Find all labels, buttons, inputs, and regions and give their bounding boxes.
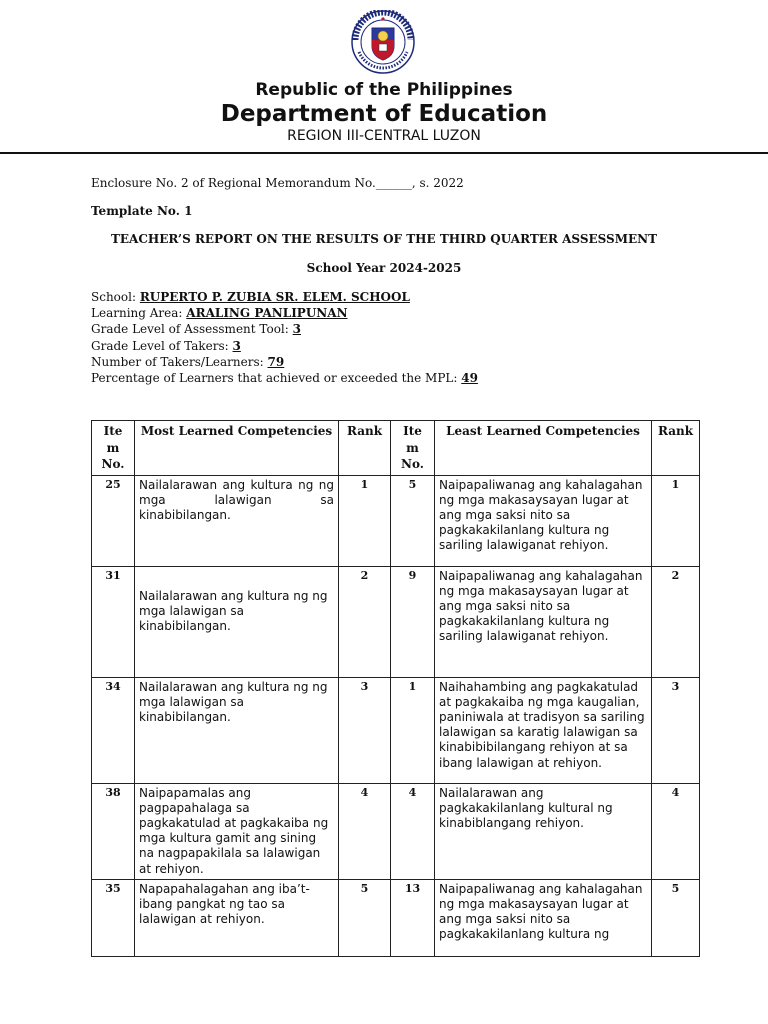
takers-grade-value: 3 [232,338,241,353]
learning-area-value: ARALING PANLIPUNAN [186,306,348,321]
school-label: School: [91,290,140,304]
rank-value-2: 1 [652,475,700,566]
least-learned-competency: Naipapaliwanag ang kahalagahan ng mga makasaysayan lugar at ang mga saksi nito sa pagkakakilanlang kultura ng sariling lalawiganat rehiyon. [435,566,652,677]
item-number-2: 5 [391,475,435,566]
rank-value-2: 4 [652,783,700,879]
header-divider [0,152,768,154]
rank-value: 3 [339,677,391,783]
learning-area-label: Learning Area: [91,306,187,321]
report-title: TEACHER’S REPORT ON THE RESULTS OF THE THIRD QUARTER ASSESSMENT [110,232,658,246]
takers-count-label: Number of Takers/Learners: [91,354,268,369]
item-number: 34 [92,677,135,783]
takers-count-value: 79 [267,354,285,369]
table-row [92,879,700,956]
rank-header: Rank [339,421,391,476]
school-line [91,289,478,305]
rank-value-2: 3 [652,677,700,783]
least-learned-header: Least Learned Competencies [435,421,652,476]
item-no-header-2: Ite m No. [391,421,435,476]
least-learned-competency: Naihahambing ang pagkakatulad at pagkakaiba ng mga kaugalian, paniniwala at tradisyon sa sariling lalawigan sa karatig lalawigan sa kinabibibilangang rehiyon at sa ibang lalawigan at rehiyon. [435,677,652,783]
item-no-header: Ite m No. [92,421,135,476]
template-label: Template No. 1 [91,204,193,218]
rank-value: 2 [339,566,391,677]
rank-header-2: Rank [652,421,700,476]
item-number-2: 9 [391,566,435,677]
table-row [92,677,700,783]
tool-grade-value: 3 [292,322,301,337]
least-learned-competency-text: Naipapaliwanag ang kahalagahan ng mga makasaysayan lugar at ang mga saksi nito sa pagkakakilanlang kultura ng [439,881,643,942]
rank-value: 4 [339,783,391,879]
item-number: 25 [92,475,135,566]
takers-grade-line [91,338,478,354]
mpl-value: 49 [461,371,478,386]
takers-grade-label: Grade Level of Takers: [91,338,233,353]
department-heading: Department of Education [220,101,548,127]
school-year: School Year 2024-2025 [306,261,462,275]
enclosure-line: Enclosure No. 2 of Regional Memorandum No.______, s. 2022 [91,176,464,190]
report-info [91,289,478,386]
school-value: RUPERTO P. ZUBIA SR. ELEM. SCHOOL [139,290,410,304]
most-learned-competency: Napapahalagahan ang iba’t-ibang pangkat ng tao sa lalawigan at rehiyon. [135,879,339,956]
item-number: 31 [92,566,135,677]
least-learned-competency [435,879,652,956]
least-learned-competency: Naipapaliwanag ang kahalagahan ng mga makasaysayan lugar at ang mga saksi nito sa pagkakakilanlang kultura ng sariling lalawiganat rehiyon. [435,475,652,566]
takers-count-line [91,354,478,370]
most-learned-competency: Nailalarawan ang kultura ng ng mga lalawigan sa kinabibilangan. [135,677,339,783]
rank-value-2: 5 [652,879,700,956]
learning-area-line [91,305,478,321]
most-learned-competency: Nailalarawan ang kultura ng ng mga lalawigan sa kinabibilangan. [135,475,339,566]
republic-heading: Republic of the Philippines [255,80,513,100]
table-row [92,475,700,566]
item-number-2: 4 [391,783,435,879]
most-learned-competency: Naipapamalas ang pagpapahalaga sa pagkakatulad at pagkakaiba ng mga kultura gamit ang sining na nagpapakilala sa lalawigan at rehiyon. [135,783,339,879]
competencies-table [91,420,700,957]
region-heading: REGION III-CENTRAL LUZON [287,128,481,144]
mpl-line [91,370,478,386]
deped-seal-logo [343,10,423,74]
most-learned-competency: Nailalarawan ang kultura ng ng mga lalawigan sa kinabibilangan. [135,566,339,677]
item-number: 38 [92,783,135,879]
rank-value: 5 [339,879,391,956]
item-number: 35 [92,879,135,956]
table-row [92,566,700,677]
tool-grade-line [91,321,478,337]
rank-value-2: 2 [652,566,700,677]
item-number-2: 1 [391,677,435,783]
rank-value: 1 [339,475,391,566]
least-learned-competency: Nailalarawan ang pagkakakilanlang kultural ng kinabiblangang rehiyon. [435,783,652,879]
table-row [92,783,700,879]
tool-grade-label: Grade Level of Assessment Tool: [91,322,293,337]
most-learned-header: Most Learned Competencies [135,421,339,476]
mpl-label: Percentage of Learners that achieved or exceeded the MPL: [91,371,462,386]
item-number-2: 13 [391,879,435,956]
table-header-row [92,421,700,476]
